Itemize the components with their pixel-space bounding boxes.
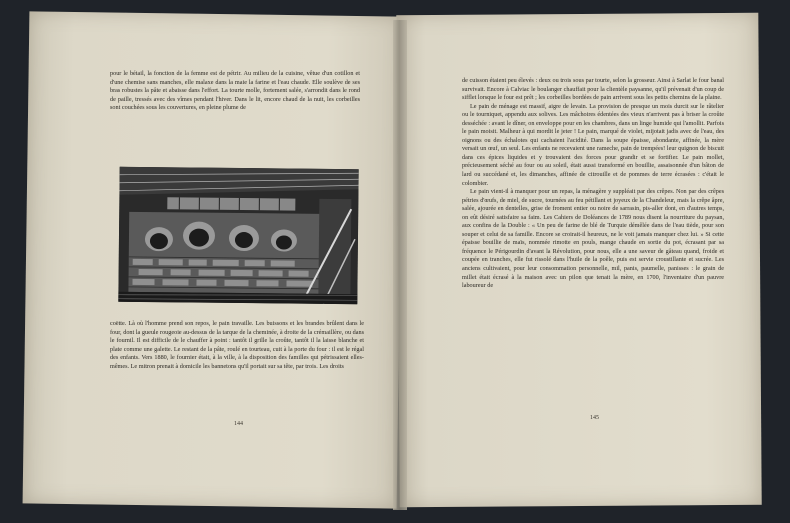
woodcut-bread-oven-icon	[118, 167, 358, 304]
paragraph: pour le bétail, la fonction de la femme est de pétrir. Au milieu de la cuisine, vêtue d'un cotillon et d'une chemise sans manches, elle malaxe dans la maie la farine et l'eau chaude. Elle soulève de ses bras robustes la pâte et abaisse dans l'effort. La tourte molle, fortement salée, s'arrondit dans le rond de paille, tressés avec des vîmes pendant l'hiver. Dans le lit, encore chaud de la nuit, les corbeilles sont couchées sous les couvertures, en pleine plume de	[110, 70, 360, 112]
left-page-top-text	[110, 70, 360, 113]
left-page-bottom-text	[110, 320, 364, 371]
paragraph: Le pain de ménage est massif, aigre de levain. La provision de presque un mois durcit sur le râtelier ou le tourniquet, appendu aux solives. Les mâchoires édentées des vieux n'arrivent pas à briser la croûte desséchée : avant le dîner, on enveloppe pour en les chambres, dans un linge humide qui l'amollit. Parfois le pain moisit. Malheur à qui mordit le jeter ! Le pain, marqué de violet, mijotait jadis avec de l'eau, des oignons ou des échalotes qui cachaient l'acidité. Dans la soupe épaisse, abondante, affinée, la mère versait un œuf, un seul. Les enfants ne recevaient une rameche, pain de trempées! leur quignon de biscuit dans ces épices liquides et y trouvaient des forces pour grandir et se fortifier. Le pain mollet, précieusement séché au four ou au soleil, était aussi transformé en bouillie, assaisonnée d'un bâton de lard ou succédané et, les dimanches, affinée de citrouille et de pommes de terre écrasées : c'était le colombier.	[462, 102, 724, 187]
right-page-text	[462, 77, 724, 291]
paragraph: Le pain vient-il à manquer pour un repas, la ménagère y suppléait par des crêpes. Non par des crêpes pétries d'œufs, de miel, de sucre, tournées au feu pétillant et joyeux de la Chandeleur, mais la crêpe âpre, salée, ajourée en dentelles, grise de froment entier ou noire de sarrasin, pis-aller dont, en d'autres temps, on eût désiré satisfaire sa faim. Les Cahiers de Doléances de 1789 nous disent la nourriture du paysan, aux confins de la Double : « Un peu de farine de blé de Turquie démêlée dans de l'eau tiède, pour son souper et celui de sa famille. Encore se croirait-il heureux, ne le voit jamais manquer chez lui. » Si cette épaisse bouillie de maïs, nommée rimotte en pouls, mange chaude en sortie du pot, écrasant par sa fréquence le Périgourdin d'avant la Révolution, pour nous, elle a une saveur de gâteau quand, froide et coupée en tranches, elle fut rissolé dans l'huile de la poêle, puis est servie croustillante et sucrée. Les anciens cultivaient, pour leur consommation personnelle, mil, panis, paumelle, panisses : le grain de millet était écrasé à la maison avec un pilon que tenait la mère, en 1700, l'inventaire d'un pauvre laboureur de	[462, 188, 724, 290]
right-page-number: 145	[590, 415, 599, 421]
paragraph: de cuisson étaient peu élevés : deux ou trois sous par tourte, selon la grosseur. Ainsi à Sarlat le four banal survivait. Encore à Calviac le boulanger chauffait pour la clientèle paysanne, qu'il prévenait d'un coup de sifflet lorsque le four est prêt ; les corbeilles bordées de pain arrivent sous les petits chemins de la plaine.	[462, 77, 724, 102]
paragraph: coëtte. Là où l'homme prend son repos, le pain travaille. Les buissons et les brandes brûlent dans le four, dont la gueule rougeoie au-dessus de la tarque de la cheminée, à droite de la crémaillère, ou dans le fournil. Il est difficile de le chauffer à point : tantôt il grille la croûte, tantôt il la laisse blanche et plate comme une galette. Le restant de la pâte, roulé en tourteau, cuit à la porte du four : il est le régal des enfants. Vers 1880, le fournier était, à la ville, à la disposition des familles qui pétrissaient elles-mêmes. Le mitron prenait à domicile les bannetons qu'il portait sur sa tête, par trois. Les droits	[110, 320, 364, 370]
book-spine	[393, 20, 407, 510]
left-page-number: 144	[234, 421, 243, 427]
